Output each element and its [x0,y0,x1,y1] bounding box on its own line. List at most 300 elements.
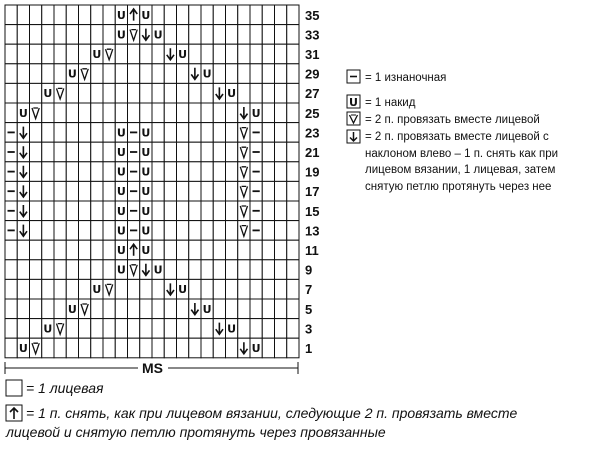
chart-cell [42,123,54,143]
chart-cell [103,162,115,182]
chart-cell [164,103,176,123]
chart-cell [42,338,54,358]
chart-cell [42,103,54,123]
chart-cell [66,221,78,241]
chart-cell [103,240,115,260]
chart-cell [66,240,78,260]
yo-icon: U [141,224,151,238]
legend-right [347,70,558,193]
chart-cell [152,201,164,221]
chart-cell [103,201,115,221]
legend-bottom [5,380,518,440]
chart-cell [262,240,274,260]
yo-icon: U [141,165,151,179]
chart-cell [287,5,299,25]
chart-cell [287,142,299,162]
chart-cell [275,279,287,299]
chart-cell [91,181,103,201]
chart-cell [201,181,213,201]
yo-icon: U [178,283,188,297]
chart-cell [103,260,115,280]
chart-cell [66,162,78,182]
row-number: 9 [305,262,313,278]
chart-cell [262,338,274,358]
chart-cell [115,319,127,339]
chart-cell [79,319,91,339]
chart-cell [201,201,213,221]
chart-cell [30,5,42,25]
chart-cell [164,260,176,280]
chart-cell [128,64,140,84]
chart-cell [140,64,152,84]
yo-icon: U [18,106,28,120]
chart-cell [238,240,250,260]
chart-cell [91,25,103,45]
chart-cell [262,260,274,280]
chart-cell [287,279,299,299]
chart-cell [79,279,91,299]
chart-cell [287,25,299,45]
chart-cell [226,64,238,84]
chart-cell [275,338,287,358]
yo-icon: U [251,106,261,120]
chart-cell [54,201,66,221]
yo-icon: U [116,8,126,22]
legend-ssk [347,130,558,193]
chart-cell [30,299,42,319]
chart-cell [5,338,17,358]
chart-cell [42,181,54,201]
chart-cell [30,83,42,103]
chart-cell [115,299,127,319]
chart-cell [42,260,54,280]
chart-cell [152,162,164,182]
legend-knit [6,380,104,396]
chart-cell [177,123,189,143]
chart-cell [201,279,213,299]
chart-cell [54,181,66,201]
yo-icon: U [116,185,126,199]
chart-cell [91,240,103,260]
chart-cell [103,64,115,84]
chart-cell [66,319,78,339]
chart-cell [30,319,42,339]
chart-cell [140,279,152,299]
chart-cell [66,103,78,123]
chart-cell [152,240,164,260]
chart-cell [54,5,66,25]
chart-cell [287,181,299,201]
yo-icon: U [116,244,126,257]
chart-cell [177,5,189,25]
row-number: 17 [305,184,320,200]
chart-cell [42,299,54,319]
chart-cell [177,103,189,123]
chart-cell [226,201,238,221]
chart-grid [5,5,299,358]
legend-cdd-text-2: лицевой и снятую петлю протянуть через провязанные [6,424,386,440]
chart-cell [164,201,176,221]
chart-cell [164,5,176,25]
chart-cell [262,123,274,143]
chart-cell [287,319,299,339]
chart-cell [103,338,115,358]
chart-cell [177,181,189,201]
legend-ssk-text-1: = 2 п. провязать вместе лицевой с [365,131,549,143]
chart-cell [238,25,250,45]
chart-cell [91,5,103,25]
yo-icon: U [141,126,151,140]
chart-cell [189,103,201,123]
legend-cdd-text-1: = 1 п. снять, как при лицевом вязании, следующие 2 п. провязать вместе [26,405,518,421]
chart-cell [17,260,29,280]
chart-cell [213,240,225,260]
legend-ssk-text-2: наклоном влево – 1 п. снять как при [365,148,559,160]
chart-cell [5,103,17,123]
chart-cell [189,44,201,64]
yo-icon: U [116,28,126,42]
chart-cell [103,103,115,123]
chart-cell [250,240,262,260]
yo-icon: U [67,67,77,81]
chart-cell [213,260,225,280]
chart-cell [103,142,115,162]
chart-cell [54,338,66,358]
chart-cell [177,201,189,221]
chart-cell [275,240,287,260]
yo-icon: U [116,146,126,159]
chart-cell [287,103,299,123]
chart-cell [201,83,213,103]
chart-cell [140,83,152,103]
chart-cell [189,338,201,358]
chart-cell [164,240,176,260]
chart-cell [91,103,103,123]
chart-cell [17,64,29,84]
chart-cell [226,221,238,241]
chart-cell [262,25,274,45]
chart-cell [287,162,299,182]
chart-cell [201,103,213,123]
chart-cell [128,299,140,319]
chart-cell [152,123,164,143]
row-number: 27 [305,86,320,102]
chart-cell [152,299,164,319]
chart-cell [226,162,238,182]
chart-cell [164,338,176,358]
row-numbers [305,8,319,356]
chart-cell [42,44,54,64]
chart-cell [128,319,140,339]
chart-cell [275,319,287,339]
chart-cell [177,240,189,260]
chart-cell [66,5,78,25]
chart-cell [66,338,78,358]
chart-cell [115,338,127,358]
chart-cell [91,260,103,280]
chart-cell [30,25,42,45]
chart-cell [238,319,250,339]
chart-cell [164,25,176,45]
chart-cell [189,201,201,221]
legend-cdd [5,405,518,440]
chart-cell [177,25,189,45]
chart-cell [213,123,225,143]
chart-cell [79,221,91,241]
row-number: 23 [305,125,320,141]
legend-k2tog-text: = 2 п. провязать вместе лицевой [365,114,540,126]
chart-cell [42,142,54,162]
chart-cell [189,162,201,182]
chart-cell [226,25,238,45]
row-number: 1 [305,341,313,356]
chart-cell [79,142,91,162]
chart-cell [42,162,54,182]
yo-icon: U [178,48,188,61]
chart-cell [152,221,164,241]
chart-cell [140,319,152,339]
chart-cell [250,260,262,280]
chart-cell [91,338,103,358]
chart-cell [54,162,66,182]
chart-cell [226,299,238,319]
chart-cell [275,201,287,221]
chart-cell [189,240,201,260]
chart-cell [103,181,115,201]
chart-cell [250,299,262,319]
yo-icon: U [92,283,102,297]
chart-cell [152,142,164,162]
chart-cell [5,240,17,260]
chart-cell [213,279,225,299]
chart-cell [42,221,54,241]
yo-icon: U [116,165,126,179]
row-number: 19 [305,164,320,180]
chart-cell [42,64,54,84]
row-number: 35 [305,7,320,23]
chart-cell [213,299,225,319]
chart-cell [238,64,250,84]
yo-icon: U [227,322,237,336]
chart-cell [226,103,238,123]
chart-cell [238,44,250,64]
legend-yo [347,95,416,109]
chart-cell [140,44,152,64]
chart-cell [226,181,238,201]
chart-cell [66,44,78,64]
chart-cell [152,83,164,103]
chart-cell [79,83,91,103]
yo-icon: U [251,342,261,355]
chart-cell [262,299,274,319]
chart-cell [30,260,42,280]
ms-label: MS [142,360,163,376]
chart-cell [177,221,189,241]
chart-cell [250,44,262,64]
yo-icon: U [141,185,151,199]
chart-cell [177,260,189,280]
chart-cell [177,299,189,319]
chart-cell [152,279,164,299]
chart-cell [213,162,225,182]
chart-cell [54,299,66,319]
chart-cell [164,221,176,241]
chart-cell [275,260,287,280]
chart-cell [287,64,299,84]
chart-cell [275,162,287,182]
yo-icon: U [202,302,212,316]
chart-cell [17,5,29,25]
chart-cell [262,221,274,241]
chart-cell [201,260,213,280]
row-number: 5 [305,301,313,317]
chart-cell [42,201,54,221]
chart-cell [226,279,238,299]
chart-cell [140,338,152,358]
chart-cell [201,162,213,182]
chart-cell [226,123,238,143]
chart-cell [275,181,287,201]
chart-cell [287,338,299,358]
yo-icon: U [116,263,126,277]
chart-cell [17,25,29,45]
chart-cell [226,5,238,25]
chart-cell [140,103,152,123]
chart-cell [30,142,42,162]
chart-cell [79,181,91,201]
chart-cell [275,123,287,143]
chart-cell [103,319,115,339]
chart-cell [115,279,127,299]
chart-cell [262,44,274,64]
chart-cell [66,123,78,143]
chart-cell [54,64,66,84]
chart-cell [275,83,287,103]
chart-cell [79,123,91,143]
chart-cell [42,25,54,45]
chart-cell [91,162,103,182]
chart-cell [115,44,127,64]
chart-cell [30,123,42,143]
yo-icon: U [141,204,151,218]
chart-cell [91,64,103,84]
chart-cell [250,5,262,25]
chart-cell [79,5,91,25]
chart-cell [177,319,189,339]
row-number: 31 [305,47,320,62]
chart-cell [42,240,54,260]
chart-cell [213,44,225,64]
chart-cell [66,142,78,162]
chart-cell [213,201,225,221]
chart-cell [30,240,42,260]
chart-cell [5,260,17,280]
chart-cell [287,123,299,143]
chart-cell [79,240,91,260]
chart-cell [201,5,213,25]
chart-cell [91,201,103,221]
yo-icon: U [141,8,151,22]
chart-cell [91,319,103,339]
chart-cell [54,44,66,64]
chart-cell [5,64,17,84]
chart-cell [91,299,103,319]
chart-cell [79,44,91,64]
chart-cell [164,162,176,182]
chart-cell [152,181,164,201]
chart-cell [66,83,78,103]
chart-cell [201,25,213,45]
chart-cell [275,103,287,123]
chart-cell [164,319,176,339]
legend-purl-text: = 1 изнаночная [365,72,447,84]
chart-cell [30,162,42,182]
yo-icon: U [43,322,53,336]
chart-cell [275,64,287,84]
chart-cell [152,64,164,84]
chart-cell [177,142,189,162]
chart-cell [201,338,213,358]
chart-cell [189,25,201,45]
chart-cell [164,181,176,201]
chart-cell [262,279,274,299]
chart-cell [115,103,127,123]
chart-cell [262,142,274,162]
chart-cell [30,279,42,299]
chart-cell [79,25,91,45]
chart-cell [201,123,213,143]
chart-cell [189,123,201,143]
chart-cell [201,44,213,64]
row-number: 29 [305,66,320,82]
legend-k2tog [347,112,540,126]
chart-cell [66,181,78,201]
chart-cell [152,44,164,64]
chart-cell [66,25,78,45]
chart-cell [54,142,66,162]
chart-cell [238,5,250,25]
yo-icon: U [43,87,53,101]
chart-cell [115,83,127,103]
chart-cell [238,299,250,319]
chart-cell [91,83,103,103]
chart-cell [5,279,17,299]
chart-cell [213,5,225,25]
chart-cell [262,319,274,339]
yo-icon: U [18,342,28,355]
chart-cell [275,299,287,319]
chart-cell [213,142,225,162]
yo-icon: U [116,126,126,140]
chart-cell [103,299,115,319]
chart-cell [287,260,299,280]
chart-cell [250,25,262,45]
chart-cell [152,319,164,339]
chart-cell [164,64,176,84]
chart-cell [54,240,66,260]
chart-cell [115,64,127,84]
chart-cell [189,142,201,162]
chart-cell [201,221,213,241]
yo-mark-icon: U [349,96,358,109]
yo-icon: U [141,146,151,159]
chart-cell [250,83,262,103]
chart-cell [152,338,164,358]
legend-yo-text: = 1 накид [365,97,416,109]
chart-cell [177,83,189,103]
legend-knit-text: = 1 лицевая [26,380,104,396]
row-number: 11 [305,243,319,258]
